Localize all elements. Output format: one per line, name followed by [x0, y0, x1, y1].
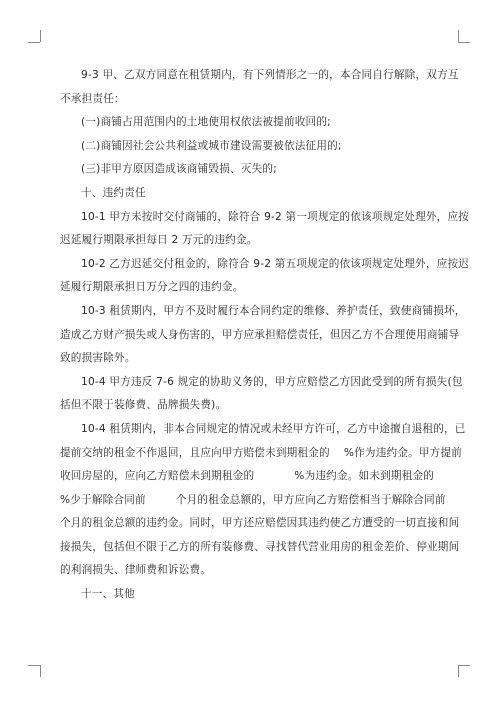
paragraph-10-1-line-2: 迟延履行期限承担每日 2 万元的违约金。 [60, 234, 258, 247]
line-2-text-a: 提前交纳的租金不作退回，且应向甲方赔偿未到期租金的 [60, 446, 330, 459]
list-item-2: (二)商铺因社会公共利益或城市建设需要被依法征用的; [81, 139, 342, 152]
paragraph-10-4b-line-5: 个月的租金总额的违约金。同时，甲方还应赔偿因其违约使乙方遭受的一切直接和间 [60, 517, 460, 530]
paragraph-10-3-line-1: 10-3 租赁期内，甲方不及时履行本合同约定的维修、养护责任，致使商铺损坏， [81, 304, 466, 317]
section-heading-11: 十一、其他 [81, 588, 135, 601]
paragraph-10-4a-line-2: 括但不限于装修费、品牌损失费)。 [60, 399, 227, 412]
line-3-text-a: 收回房屋的，应向乙方赔偿未到期租金的 [60, 470, 255, 483]
paragraph-10-3-line-3: 致的损害除外。 [60, 352, 136, 365]
paragraph-10-4b-line-2 [60, 442, 463, 466]
paragraph-10-3-line-2: 造成乙方财产损失或人身伤害的，甲方应承担赔偿责任，但因乙方不合理使用商铺导 [60, 328, 460, 341]
paragraph-9-3-line-1: 9-3 甲、乙双方同意在租赁期内，有下列情形之一的，本合同自行解除，双方互 [81, 69, 459, 81]
line-4-text-a: %少于解除合同前 [60, 493, 146, 506]
list-item-1: (一)商铺占用范围内的土地使用权依法被提前收回的; [81, 116, 331, 129]
paragraph-10-4b-line-4 [60, 489, 445, 513]
paragraph-9-3-line-2: 不承担责任： [60, 92, 125, 105]
list-item-3: (三)非甲方原因造成该商铺毁损、灭失的; [81, 163, 277, 176]
line-3-text-b: %为违约金。如未到期租金的 [294, 470, 435, 483]
section-heading-10: 十、违约责任 [81, 186, 146, 199]
paragraph-10-2-line-2: 延履行期限承担日万分之四的违约金。 [60, 281, 244, 294]
paragraph-10-2-line-1: 10-2 乙方迟延交付租金的，除符合 9-2 第五项规定的依该项规定处理外，应按迟 [81, 257, 470, 270]
paragraph-10-4a-line-1: 10-4 甲方违反 7-6 规定的协助义务的，甲方应赔偿乙方因此受到的所有损失(包 [81, 375, 463, 388]
paragraph-10-4b-line-6: 接损失，包括但不限于乙方的所有装修费、寻找替代营业用房的租金差价、停业期间 [60, 540, 460, 553]
line-4-text-b: 个月的租金总额的，甲方应向乙方赔偿相当于解除合同前 [175, 493, 446, 506]
document-body [60, 64, 470, 607]
paragraph-10-4b-line-1: 10-4 租赁期内，非本合同规定的情况或未经甲方许可，乙方中途擅自退租的，已 [81, 422, 466, 435]
line-2-text-b: %作为违约金。甲方提前 [343, 446, 463, 459]
paragraph-10-4b-line-7: 的利润损失、律师费和诉讼费。 [60, 564, 212, 577]
paragraph-10-4b-line-3 [60, 465, 445, 489]
paragraph-10-1-line-1: 10-1 甲方未按时交付商铺的，除符合 9-2 第一项规定的依该项规定处理外，应按 [81, 210, 470, 223]
